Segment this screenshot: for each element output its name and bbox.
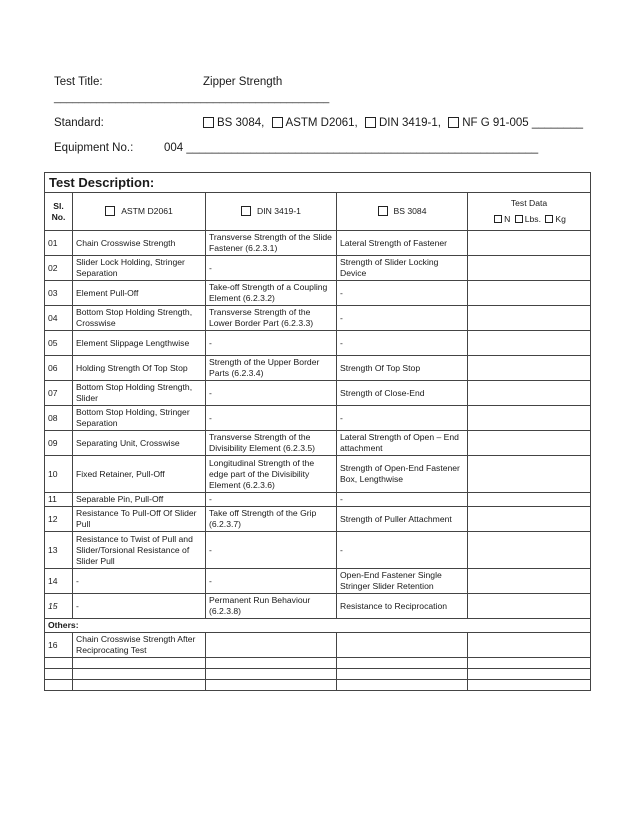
col-test-data-header [468, 193, 591, 231]
row-din: - [206, 406, 337, 431]
test-title-value[interactable]: Zipper Strength [203, 76, 283, 88]
blank-row [45, 658, 591, 669]
checkbox-icon[interactable] [378, 206, 388, 216]
standard-label: Standard: [54, 117, 104, 129]
row-astm: Chain Crosswise Strength [73, 231, 206, 256]
row-din: Transverse Strength of the Slide Fastener (6.2.3.1) [206, 231, 337, 256]
blank-cell[interactable] [337, 680, 468, 691]
blank-cell[interactable] [73, 680, 206, 691]
blank-cell[interactable] [45, 658, 73, 669]
row-din: Take-off Strength of a Coupling Element (6.2.3.2) [206, 281, 337, 306]
row-din: - [206, 381, 337, 406]
row-bs: Strength of Close-End [337, 381, 468, 406]
row-bs: Lateral Strength of Fastener [337, 231, 468, 256]
row-sl: 15 [45, 594, 73, 619]
row-sl: 12 [45, 507, 73, 532]
row-din: - [206, 331, 337, 356]
row-astm: - [73, 569, 206, 594]
title-underline: _____________________________________________ [54, 92, 330, 104]
blank-cell[interactable] [73, 669, 206, 680]
row-test-data[interactable] [468, 507, 591, 532]
row-astm: Resistance To Pull-Off Of Slider Pull [73, 507, 206, 532]
checkbox-icon[interactable] [365, 117, 376, 128]
row-bs: Resistance to Reciprocation [337, 594, 468, 619]
row-din: Longitudinal Strength of the edge part of the Divisibility Element (6.2.3.6) [206, 456, 337, 493]
row-bs: - [337, 493, 468, 507]
row-din: Take off Strength of the Grip (6.2.3.7) [206, 507, 337, 532]
row-bs: - [337, 306, 468, 331]
row-test-data[interactable] [468, 331, 591, 356]
table-row [45, 507, 591, 532]
table-title: Test Description: [45, 173, 591, 193]
row-sl: 09 [45, 431, 73, 456]
row-astm: Holding Strength Of Top Stop [73, 356, 206, 381]
standard-options [203, 117, 583, 129]
row-sl: 01 [45, 231, 73, 256]
row-bs: Open-End Fastener Single Stringer Slider Retention [337, 569, 468, 594]
row-din: - [206, 493, 337, 507]
checkbox-icon[interactable] [272, 117, 283, 128]
row-din: - [206, 532, 337, 569]
blank-cell[interactable] [468, 658, 591, 669]
row-bs: Strength of Open-End Fastener Box, Lengthwise [337, 456, 468, 493]
row-astm: Chain Crosswise Strength After Reciprocating Test [73, 633, 206, 658]
standard-astm-checkbox[interactable]: ASTM D2061, [272, 117, 358, 129]
row-sl: 07 [45, 381, 73, 406]
row-astm: Fixed Retainer, Pull-Off [73, 456, 206, 493]
row-din[interactable] [206, 633, 337, 658]
col-sl-header: Sl. No. [45, 193, 73, 231]
row-bs: Strength of Puller Attachment [337, 507, 468, 532]
row-test-data[interactable] [468, 381, 591, 406]
row-sl: 11 [45, 493, 73, 507]
checkbox-icon[interactable] [203, 117, 214, 128]
row-sl: 04 [45, 306, 73, 331]
col-astm-header: ASTM D2061 [73, 193, 206, 231]
table-row [45, 532, 591, 569]
row-test-data[interactable] [468, 356, 591, 381]
test-description-table [44, 172, 591, 691]
row-test-data[interactable] [468, 231, 591, 256]
row-sl: 03 [45, 281, 73, 306]
row-test-data[interactable] [468, 281, 591, 306]
table-row [45, 356, 591, 381]
table-row [45, 256, 591, 281]
blank-cell[interactable] [206, 680, 337, 691]
row-din: Transverse Strength of the Divisibility Element (6.2.3.5) [206, 431, 337, 456]
row-test-data[interactable] [468, 493, 591, 507]
blank-row [45, 680, 591, 691]
row-sl: 14 [45, 569, 73, 594]
blank-cell[interactable] [468, 680, 591, 691]
table-row [45, 281, 591, 306]
unit-options [471, 214, 587, 225]
row-astm: Resistance to Twist of Pull and Slider/Torsional Resistance of Slider Pull [73, 532, 206, 569]
row-sl: 06 [45, 356, 73, 381]
row-bs: Strength of Slider Locking Device [337, 256, 468, 281]
standard-bs3084-checkbox[interactable]: BS 3084, [203, 117, 264, 129]
table-row [45, 493, 591, 507]
table-row [45, 456, 591, 493]
checkbox-icon[interactable] [494, 215, 502, 223]
row-bs: - [337, 532, 468, 569]
row-bs: Strength Of Top Stop [337, 356, 468, 381]
checkbox-icon[interactable] [515, 215, 523, 223]
table-row [45, 569, 591, 594]
checkbox-icon[interactable] [105, 206, 115, 216]
blank-cell[interactable] [468, 669, 591, 680]
col-din-header: DIN 3419-1 [206, 193, 337, 231]
row-test-data[interactable] [468, 594, 591, 619]
table-header-row [45, 193, 591, 231]
table-row [45, 406, 591, 431]
row-sl: 05 [45, 331, 73, 356]
equipment-label: Equipment No.: [54, 142, 134, 154]
table-row [45, 633, 591, 658]
row-astm: Separable Pin, Pull-Off [73, 493, 206, 507]
blank-cell[interactable] [337, 658, 468, 669]
row-test-data[interactable] [468, 633, 591, 658]
checkbox-icon[interactable] [545, 215, 553, 223]
row-astm: Element Slippage Lengthwise [73, 331, 206, 356]
table-row [45, 331, 591, 356]
blank-cell[interactable] [206, 669, 337, 680]
blank-row [45, 669, 591, 680]
table-row [45, 306, 591, 331]
test-title-label: Test Title: [54, 76, 103, 88]
unit-n-label: N [504, 214, 511, 224]
row-din: Permanent Run Behaviour (6.2.3.8) [206, 594, 337, 619]
unit-kg-label: Kg [555, 214, 566, 224]
checkbox-icon[interactable] [241, 206, 251, 216]
row-sl: 08 [45, 406, 73, 431]
row-astm: Bottom Stop Holding, Stringer Separation [73, 406, 206, 431]
row-test-data[interactable] [468, 256, 591, 281]
row-astm: Slider Lock Holding, Stringer Separation [73, 256, 206, 281]
blank-cell[interactable] [337, 669, 468, 680]
row-bs: Lateral Strength of Open – End attachment [337, 431, 468, 456]
row-din: - [206, 256, 337, 281]
row-test-data[interactable] [468, 456, 591, 493]
row-bs: - [337, 406, 468, 431]
row-sl: 02 [45, 256, 73, 281]
row-test-data[interactable] [468, 569, 591, 594]
table-row [45, 231, 591, 256]
col-bs-header: BS 3084 [337, 193, 468, 231]
row-sl: 10 [45, 456, 73, 493]
test-data-label: Test Data [510, 198, 548, 208]
row-astm: Separating Unit, Crosswise [73, 431, 206, 456]
table-row [45, 431, 591, 456]
row-din: Transverse Strength of the Lower Border Part (6.2.3.3) [206, 306, 337, 331]
standard-nfg-checkbox[interactable]: NF G 91-005 ________ [448, 117, 583, 129]
row-din: Strength of the Upper Border Parts (6.2.3.4) [206, 356, 337, 381]
row-sl: 13 [45, 532, 73, 569]
blank-cell[interactable] [206, 658, 337, 669]
others-row [45, 619, 591, 633]
table-row [45, 594, 591, 619]
row-test-data[interactable] [468, 306, 591, 331]
checkbox-icon[interactable] [448, 117, 459, 128]
row-bs: - [337, 331, 468, 356]
blank-cell[interactable] [73, 658, 206, 669]
standard-din-checkbox[interactable]: DIN 3419-1, [365, 117, 441, 129]
equipment-value[interactable]: 004 _______________________________________________________ [164, 142, 539, 154]
row-din: - [206, 569, 337, 594]
row-astm: Bottom Stop Holding Strength, Slider [73, 381, 206, 406]
row-test-data[interactable] [468, 532, 591, 569]
row-bs: - [337, 281, 468, 306]
row-test-data[interactable] [468, 431, 591, 456]
blank-cell[interactable] [45, 680, 73, 691]
row-sl: 16 [45, 633, 73, 658]
row-bs[interactable] [337, 633, 468, 658]
row-test-data[interactable] [468, 406, 591, 431]
others-label: Others: [45, 619, 591, 633]
row-astm: - [73, 594, 206, 619]
unit-lbs-label: Lbs. [524, 214, 541, 224]
table-row [45, 381, 591, 406]
row-astm: Element Pull-Off [73, 281, 206, 306]
row-astm: Bottom Stop Holding Strength, Crosswise [73, 306, 206, 331]
blank-cell[interactable] [45, 669, 73, 680]
